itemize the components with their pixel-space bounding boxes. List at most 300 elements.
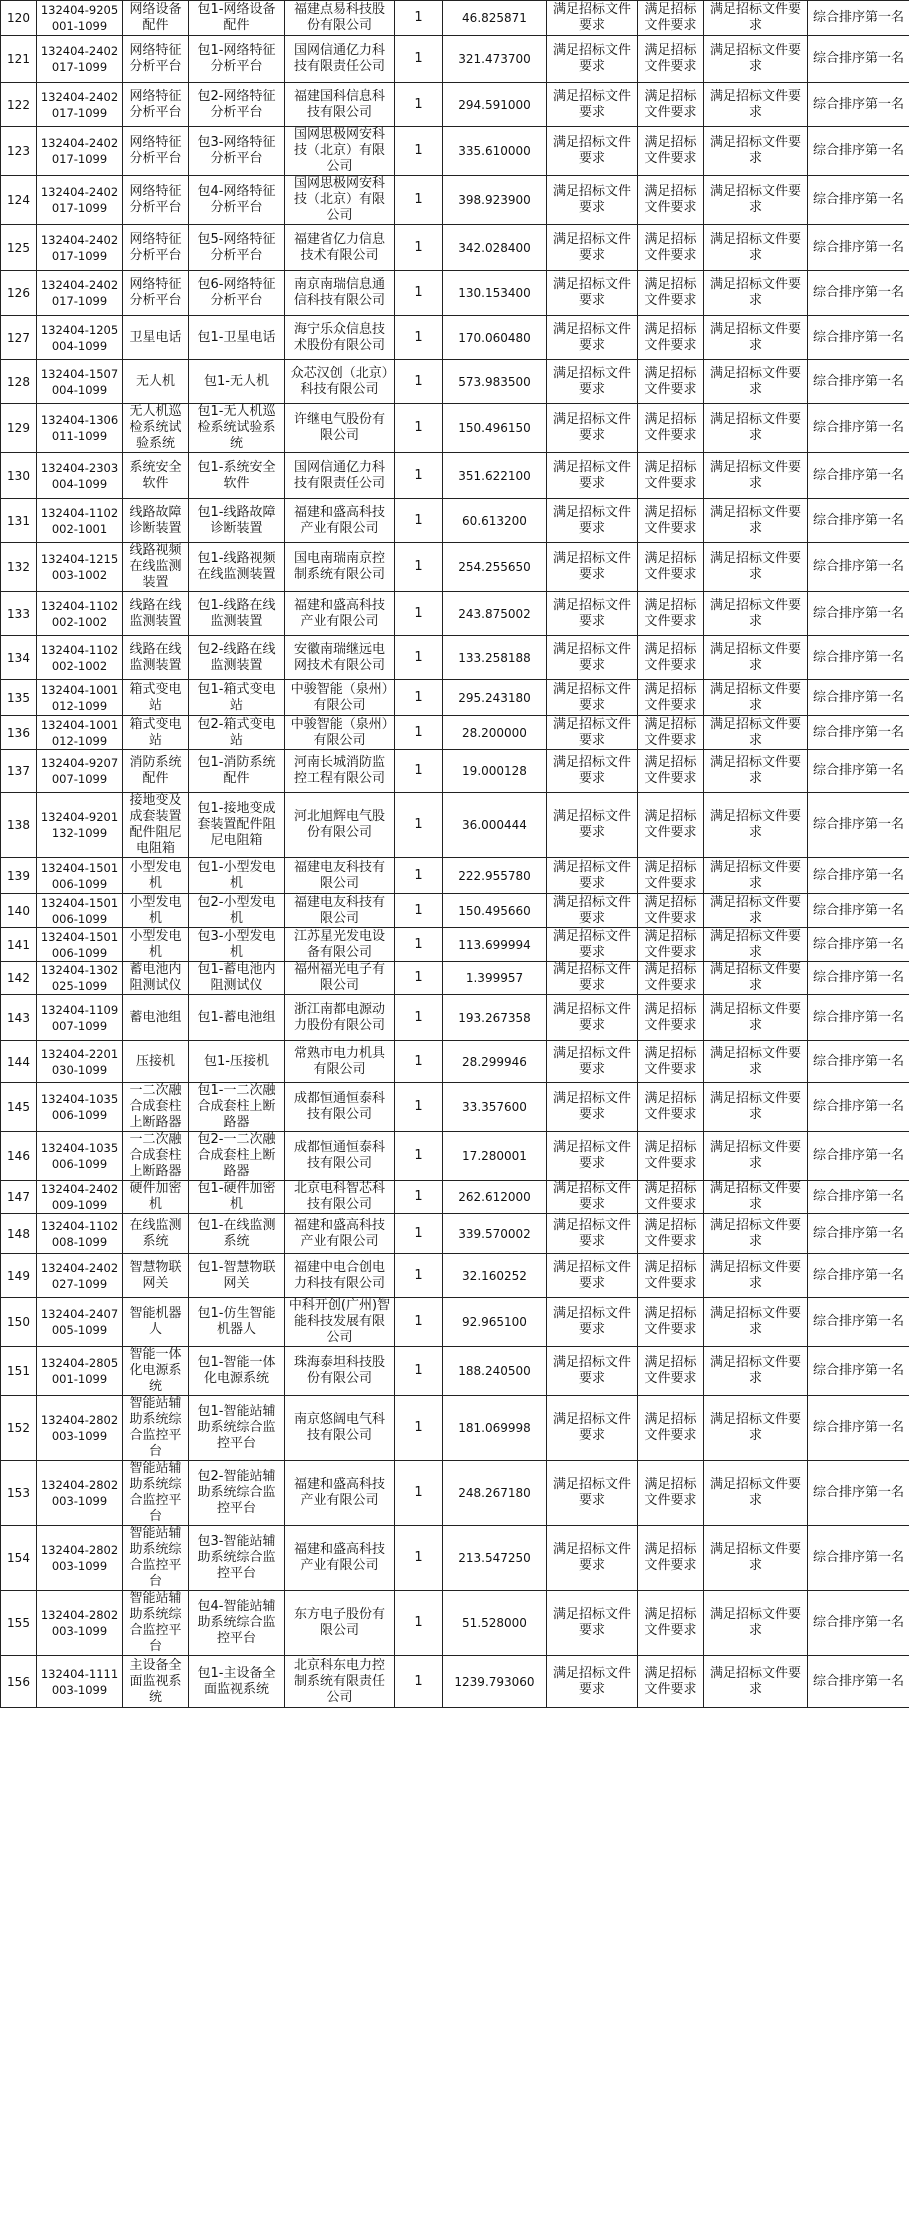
cell-item-code: 132404-1306011-1099 (37, 404, 123, 453)
cell-technical-review: 满足招标文件要求 (704, 750, 808, 793)
cell-technical-review: 满足招标文件要求 (704, 1132, 808, 1181)
cell-winning-bidder: 成都恒通恒泰科技有限公司 (285, 1132, 395, 1181)
cell-row-index: 127 (1, 316, 37, 360)
cell-qualification-review: 满足招标文件要求 (547, 1041, 638, 1083)
cell-package-name: 包4-网络特征分析平台 (189, 176, 285, 225)
cell-row-index: 149 (1, 1254, 37, 1298)
cell-technical-review: 满足招标文件要求 (704, 404, 808, 453)
cell-qualification-review: 满足招标文件要求 (547, 592, 638, 636)
cell-package-name: 包3-网络特征分析平台 (189, 127, 285, 176)
cell-quantity: 1 (395, 453, 443, 499)
cell-row-index: 129 (1, 404, 37, 453)
cell-technical-review: 满足招标文件要求 (704, 271, 808, 316)
cell-business-review: 满足招标文件要求 (638, 360, 704, 404)
cell-package-name: 包3-小型发电机 (189, 928, 285, 962)
cell-item-code: 132404-2802003-1099 (37, 1461, 123, 1526)
cell-package-name: 包1-线路视频在线监测装置 (189, 543, 285, 592)
cell-package-name: 包3-智能站辅助系统综合监控平台 (189, 1526, 285, 1591)
table-row (1, 127, 909, 176)
cell-quantity: 1 (395, 1132, 443, 1181)
cell-technical-review: 满足招标文件要求 (704, 225, 808, 271)
cell-ranking-result: 综合排序第一名 (808, 793, 909, 858)
cell-technical-review: 满足招标文件要求 (704, 1526, 808, 1591)
cell-business-review: 满足招标文件要求 (638, 1, 704, 36)
cell-bid-amount: 339.570002 (443, 1214, 547, 1254)
cell-row-index: 142 (1, 962, 37, 995)
cell-material-name: 智能站辅助系统综合监控平台 (123, 1591, 189, 1656)
cell-business-review: 满足招标文件要求 (638, 1298, 704, 1347)
cell-bid-amount: 32.160252 (443, 1254, 547, 1298)
cell-bid-amount: 19.000128 (443, 750, 547, 793)
cell-package-name: 包1-无人机 (189, 360, 285, 404)
cell-winning-bidder: 福州福光电子有限公司 (285, 962, 395, 995)
cell-winning-bidder: 福建电友科技有限公司 (285, 858, 395, 894)
cell-bid-amount: 150.496150 (443, 404, 547, 453)
cell-row-index: 140 (1, 894, 37, 928)
cell-bid-amount: 60.613200 (443, 499, 547, 543)
cell-winning-bidder: 国网思极网安科技（北京）有限公司 (285, 176, 395, 225)
cell-qualification-review: 满足招标文件要求 (547, 716, 638, 750)
cell-ranking-result: 综合排序第一名 (808, 176, 909, 225)
cell-business-review: 满足招标文件要求 (638, 83, 704, 127)
cell-qualification-review: 满足招标文件要求 (547, 543, 638, 592)
cell-row-index: 144 (1, 1041, 37, 1083)
cell-quantity: 1 (395, 928, 443, 962)
cell-technical-review: 满足招标文件要求 (704, 83, 808, 127)
cell-item-code: 132404-2402009-1099 (37, 1181, 123, 1214)
cell-bid-amount: 28.200000 (443, 716, 547, 750)
cell-material-name: 智能站辅助系统综合监控平台 (123, 1461, 189, 1526)
cell-technical-review: 满足招标文件要求 (704, 1041, 808, 1083)
cell-row-index: 136 (1, 716, 37, 750)
table-row (1, 592, 909, 636)
cell-bid-amount: 398.923900 (443, 176, 547, 225)
cell-technical-review: 满足招标文件要求 (704, 680, 808, 716)
cell-qualification-review: 满足招标文件要求 (547, 1347, 638, 1396)
cell-package-name: 包1-线路故障诊断装置 (189, 499, 285, 543)
cell-ranking-result: 综合排序第一名 (808, 1656, 909, 1708)
cell-winning-bidder: 河北旭辉电气股份有限公司 (285, 793, 395, 858)
cell-quantity: 1 (395, 1181, 443, 1214)
cell-material-name: 硬件加密机 (123, 1181, 189, 1214)
cell-qualification-review: 满足招标文件要求 (547, 928, 638, 962)
table-row (1, 680, 909, 716)
cell-quantity: 1 (395, 499, 443, 543)
cell-qualification-review: 满足招标文件要求 (547, 225, 638, 271)
cell-ranking-result: 综合排序第一名 (808, 225, 909, 271)
cell-ranking-result: 综合排序第一名 (808, 453, 909, 499)
cell-qualification-review: 满足招标文件要求 (547, 1214, 638, 1254)
cell-qualification-review: 满足招标文件要求 (547, 316, 638, 360)
cell-ranking-result: 综合排序第一名 (808, 1254, 909, 1298)
cell-qualification-review: 满足招标文件要求 (547, 750, 638, 793)
cell-technical-review: 满足招标文件要求 (704, 453, 808, 499)
table-row (1, 36, 909, 83)
cell-bid-amount: 113.699994 (443, 928, 547, 962)
cell-business-review: 满足招标文件要求 (638, 225, 704, 271)
cell-bid-amount: 36.000444 (443, 793, 547, 858)
cell-row-index: 156 (1, 1656, 37, 1708)
cell-ranking-result: 综合排序第一名 (808, 858, 909, 894)
cell-winning-bidder: 福建和盛高科技产业有限公司 (285, 1214, 395, 1254)
cell-ranking-result: 综合排序第一名 (808, 1461, 909, 1526)
cell-item-code: 132404-2407005-1099 (37, 1298, 123, 1347)
cell-business-review: 满足招标文件要求 (638, 1254, 704, 1298)
cell-ranking-result: 综合排序第一名 (808, 1396, 909, 1461)
cell-material-name: 智慧物联网关 (123, 1254, 189, 1298)
cell-ranking-result: 综合排序第一名 (808, 316, 909, 360)
cell-quantity: 1 (395, 225, 443, 271)
cell-technical-review: 满足招标文件要求 (704, 716, 808, 750)
cell-business-review: 满足招标文件要求 (638, 894, 704, 928)
cell-winning-bidder: 安徽南瑞继远电网技术有限公司 (285, 636, 395, 680)
cell-winning-bidder: 福建国科信息科技有限公司 (285, 83, 395, 127)
cell-bid-amount: 321.473700 (443, 36, 547, 83)
cell-winning-bidder: 北京电科智芯科技有限公司 (285, 1181, 395, 1214)
cell-package-name: 包1-一二次融合成套柱上断路器 (189, 1083, 285, 1132)
cell-quantity: 1 (395, 1, 443, 36)
cell-winning-bidder: 福建中电合创电力科技有限公司 (285, 1254, 395, 1298)
cell-ranking-result: 综合排序第一名 (808, 1591, 909, 1656)
cell-qualification-review: 满足招标文件要求 (547, 1526, 638, 1591)
cell-winning-bidder: 福建点易科技股份有限公司 (285, 1, 395, 36)
cell-item-code: 132404-2402017-1099 (37, 83, 123, 127)
cell-quantity: 1 (395, 1461, 443, 1526)
cell-item-code: 132404-2402017-1099 (37, 225, 123, 271)
cell-bid-amount: 295.243180 (443, 680, 547, 716)
cell-technical-review: 满足招标文件要求 (704, 176, 808, 225)
cell-technical-review: 满足招标文件要求 (704, 1298, 808, 1347)
cell-material-name: 一二次融合成套柱上断路器 (123, 1083, 189, 1132)
cell-winning-bidder: 成都恒通恒泰科技有限公司 (285, 1083, 395, 1132)
cell-ranking-result: 综合排序第一名 (808, 83, 909, 127)
cell-item-code: 132404-2802003-1099 (37, 1526, 123, 1591)
cell-winning-bidder: 国网思极网安科技（北京）有限公司 (285, 127, 395, 176)
cell-material-name: 智能机器人 (123, 1298, 189, 1347)
cell-ranking-result: 综合排序第一名 (808, 680, 909, 716)
cell-bid-amount: 193.267358 (443, 995, 547, 1041)
cell-material-name: 线路在线监测装置 (123, 592, 189, 636)
cell-material-name: 主设备全面监视系统 (123, 1656, 189, 1708)
cell-business-review: 满足招标文件要求 (638, 499, 704, 543)
cell-item-code: 132404-1102008-1099 (37, 1214, 123, 1254)
cell-qualification-review: 满足招标文件要求 (547, 271, 638, 316)
cell-quantity: 1 (395, 127, 443, 176)
cell-package-name: 包6-网络特征分析平台 (189, 271, 285, 316)
table-row (1, 83, 909, 127)
cell-winning-bidder: 福建电友科技有限公司 (285, 894, 395, 928)
cell-package-name: 包1-硬件加密机 (189, 1181, 285, 1214)
cell-package-name: 包1-卫星电话 (189, 316, 285, 360)
cell-qualification-review: 满足招标文件要求 (547, 1254, 638, 1298)
cell-package-name: 包1-智能一体化电源系统 (189, 1347, 285, 1396)
table-row (1, 453, 909, 499)
cell-item-code: 132404-1001012-1099 (37, 680, 123, 716)
cell-business-review: 满足招标文件要求 (638, 750, 704, 793)
cell-package-name: 包1-主设备全面监视系统 (189, 1656, 285, 1708)
cell-quantity: 1 (395, 316, 443, 360)
table-row (1, 543, 909, 592)
cell-business-review: 满足招标文件要求 (638, 176, 704, 225)
cell-winning-bidder: 东方电子股份有限公司 (285, 1591, 395, 1656)
cell-winning-bidder: 北京科东电力控制系统有限责任公司 (285, 1656, 395, 1708)
cell-qualification-review: 满足招标文件要求 (547, 680, 638, 716)
cell-winning-bidder: 中骏智能（泉州）有限公司 (285, 716, 395, 750)
cell-row-index: 134 (1, 636, 37, 680)
cell-row-index: 154 (1, 1526, 37, 1591)
table-row (1, 1254, 909, 1298)
cell-quantity: 1 (395, 1214, 443, 1254)
cell-technical-review: 满足招标文件要求 (704, 592, 808, 636)
cell-qualification-review: 满足招标文件要求 (547, 83, 638, 127)
cell-bid-amount: 150.495660 (443, 894, 547, 928)
cell-technical-review: 满足招标文件要求 (704, 1181, 808, 1214)
cell-package-name: 包1-消防系统配件 (189, 750, 285, 793)
cell-package-name: 包2-一二次融合成套柱上断路器 (189, 1132, 285, 1181)
cell-bid-amount: 28.299946 (443, 1041, 547, 1083)
cell-business-review: 满足招标文件要求 (638, 928, 704, 962)
cell-quantity: 1 (395, 680, 443, 716)
cell-bid-amount: 254.255650 (443, 543, 547, 592)
cell-winning-bidder: 南京悠阔电气科技有限公司 (285, 1396, 395, 1461)
cell-winning-bidder: 国电南瑞南京控制系统有限公司 (285, 543, 395, 592)
cell-technical-review: 满足招标文件要求 (704, 1254, 808, 1298)
cell-quantity: 1 (395, 793, 443, 858)
cell-winning-bidder: 福建和盛高科技产业有限公司 (285, 499, 395, 543)
cell-row-index: 121 (1, 36, 37, 83)
cell-quantity: 1 (395, 636, 443, 680)
cell-qualification-review: 满足招标文件要求 (547, 858, 638, 894)
cell-material-name: 在线监测系统 (123, 1214, 189, 1254)
cell-winning-bidder: 南京南瑞信息通信科技有限公司 (285, 271, 395, 316)
cell-ranking-result: 综合排序第一名 (808, 1, 909, 36)
table-row (1, 271, 909, 316)
table-row (1, 1526, 909, 1591)
cell-quantity: 1 (395, 995, 443, 1041)
cell-qualification-review: 满足招标文件要求 (547, 453, 638, 499)
cell-business-review: 满足招标文件要求 (638, 1656, 704, 1708)
cell-quantity: 1 (395, 962, 443, 995)
cell-ranking-result: 综合排序第一名 (808, 36, 909, 83)
cell-package-name: 包5-网络特征分析平台 (189, 225, 285, 271)
cell-item-code: 132404-1501006-1099 (37, 858, 123, 894)
cell-quantity: 1 (395, 1526, 443, 1591)
cell-qualification-review: 满足招标文件要求 (547, 360, 638, 404)
cell-row-index: 151 (1, 1347, 37, 1396)
cell-business-review: 满足招标文件要求 (638, 1591, 704, 1656)
cell-qualification-review: 满足招标文件要求 (547, 127, 638, 176)
cell-row-index: 143 (1, 995, 37, 1041)
cell-material-name: 蓄电池组 (123, 995, 189, 1041)
cell-quantity: 1 (395, 271, 443, 316)
cell-bid-amount: 1.399957 (443, 962, 547, 995)
cell-quantity: 1 (395, 83, 443, 127)
cell-package-name: 包1-仿生智能机器人 (189, 1298, 285, 1347)
cell-package-name: 包2-小型发电机 (189, 894, 285, 928)
cell-winning-bidder: 福建和盛高科技产业有限公司 (285, 1526, 395, 1591)
cell-material-name: 压接机 (123, 1041, 189, 1083)
table-row (1, 1591, 909, 1656)
table-row (1, 225, 909, 271)
cell-qualification-review: 满足招标文件要求 (547, 1, 638, 36)
cell-quantity: 1 (395, 716, 443, 750)
cell-package-name: 包2-线路在线监测装置 (189, 636, 285, 680)
cell-material-name: 卫星电话 (123, 316, 189, 360)
cell-qualification-review: 满足招标文件要求 (547, 1396, 638, 1461)
cell-ranking-result: 综合排序第一名 (808, 636, 909, 680)
table-row (1, 1083, 909, 1132)
cell-ranking-result: 综合排序第一名 (808, 360, 909, 404)
cell-quantity: 1 (395, 858, 443, 894)
cell-business-review: 满足招标文件要求 (638, 1132, 704, 1181)
cell-package-name: 包1-在线监测系统 (189, 1214, 285, 1254)
cell-ranking-result: 综合排序第一名 (808, 1298, 909, 1347)
cell-item-code: 132404-9201132-1099 (37, 793, 123, 858)
cell-row-index: 130 (1, 453, 37, 499)
cell-ranking-result: 综合排序第一名 (808, 1181, 909, 1214)
cell-item-code: 132404-2402017-1099 (37, 176, 123, 225)
cell-qualification-review: 满足招标文件要求 (547, 36, 638, 83)
cell-qualification-review: 满足招标文件要求 (547, 499, 638, 543)
cell-business-review: 满足招标文件要求 (638, 680, 704, 716)
cell-material-name: 小型发电机 (123, 928, 189, 962)
table-row (1, 636, 909, 680)
cell-bid-amount: 335.610000 (443, 127, 547, 176)
cell-business-review: 满足招标文件要求 (638, 962, 704, 995)
cell-qualification-review: 满足招标文件要求 (547, 1181, 638, 1214)
cell-winning-bidder: 国网信通亿力科技有限责任公司 (285, 453, 395, 499)
cell-row-index: 138 (1, 793, 37, 858)
cell-quantity: 1 (395, 36, 443, 83)
table-row (1, 1656, 909, 1708)
table-row (1, 750, 909, 793)
cell-technical-review: 满足招标文件要求 (704, 1347, 808, 1396)
cell-material-name: 箱式变电站 (123, 716, 189, 750)
cell-business-review: 满足招标文件要求 (638, 36, 704, 83)
cell-technical-review: 满足招标文件要求 (704, 894, 808, 928)
cell-ranking-result: 综合排序第一名 (808, 1132, 909, 1181)
cell-bid-amount: 248.267180 (443, 1461, 547, 1526)
table-row (1, 404, 909, 453)
cell-row-index: 139 (1, 858, 37, 894)
cell-winning-bidder: 常熟市电力机具有限公司 (285, 1041, 395, 1083)
cell-winning-bidder: 国网信通亿力科技有限责任公司 (285, 36, 395, 83)
cell-business-review: 满足招标文件要求 (638, 1461, 704, 1526)
cell-item-code: 132404-1102002-1001 (37, 499, 123, 543)
cell-row-index: 152 (1, 1396, 37, 1461)
table-row (1, 1041, 909, 1083)
table-row (1, 894, 909, 928)
cell-quantity: 1 (395, 1347, 443, 1396)
cell-quantity: 1 (395, 592, 443, 636)
table-row (1, 1, 909, 36)
table-row (1, 176, 909, 225)
table-row (1, 1132, 909, 1181)
cell-package-name: 包1-蓄电池组 (189, 995, 285, 1041)
cell-quantity: 1 (395, 176, 443, 225)
cell-item-code: 132404-1302025-1099 (37, 962, 123, 995)
cell-material-name: 网络特征分析平台 (123, 83, 189, 127)
table-body (1, 1, 909, 1708)
cell-business-review: 满足招标文件要求 (638, 543, 704, 592)
cell-bid-amount: 170.060480 (443, 316, 547, 360)
cell-technical-review: 满足招标文件要求 (704, 36, 808, 83)
cell-ranking-result: 综合排序第一名 (808, 750, 909, 793)
cell-package-name: 包1-系统安全软件 (189, 453, 285, 499)
cell-row-index: 125 (1, 225, 37, 271)
cell-quantity: 1 (395, 543, 443, 592)
cell-package-name: 包1-智能站辅助系统综合监控平台 (189, 1396, 285, 1461)
cell-package-name: 包1-蓄电池内阻测试仪 (189, 962, 285, 995)
cell-bid-amount: 51.528000 (443, 1591, 547, 1656)
cell-quantity: 1 (395, 1254, 443, 1298)
cell-business-review: 满足招标文件要求 (638, 636, 704, 680)
cell-ranking-result: 综合排序第一名 (808, 962, 909, 995)
cell-row-index: 122 (1, 83, 37, 127)
cell-ranking-result: 综合排序第一名 (808, 271, 909, 316)
cell-row-index: 150 (1, 1298, 37, 1347)
cell-package-name: 包1-小型发电机 (189, 858, 285, 894)
cell-quantity: 1 (395, 894, 443, 928)
cell-quantity: 1 (395, 1083, 443, 1132)
cell-material-name: 网络特征分析平台 (123, 176, 189, 225)
table-row (1, 316, 909, 360)
cell-material-name: 网络特征分析平台 (123, 271, 189, 316)
cell-winning-bidder: 福建和盛高科技产业有限公司 (285, 1461, 395, 1526)
table-row (1, 1298, 909, 1347)
cell-qualification-review: 满足招标文件要求 (547, 176, 638, 225)
cell-quantity: 1 (395, 404, 443, 453)
cell-package-name: 包1-箱式变电站 (189, 680, 285, 716)
cell-ranking-result: 综合排序第一名 (808, 1347, 909, 1396)
cell-material-name: 网络特征分析平台 (123, 127, 189, 176)
cell-material-name: 网络特征分析平台 (123, 225, 189, 271)
cell-winning-bidder: 福建省亿力信息技术有限公司 (285, 225, 395, 271)
cell-ranking-result: 综合排序第一名 (808, 894, 909, 928)
cell-business-review: 满足招标文件要求 (638, 1526, 704, 1591)
cell-package-name: 包1-网络设备配件 (189, 1, 285, 36)
table-row (1, 1214, 909, 1254)
cell-item-code: 132404-2402017-1099 (37, 271, 123, 316)
cell-material-name: 消防系统配件 (123, 750, 189, 793)
cell-technical-review: 满足招标文件要求 (704, 636, 808, 680)
cell-qualification-review: 满足招标文件要求 (547, 793, 638, 858)
cell-winning-bidder: 海宁乐众信息技术股份有限公司 (285, 316, 395, 360)
cell-bid-amount: 351.622100 (443, 453, 547, 499)
cell-business-review: 满足招标文件要求 (638, 453, 704, 499)
cell-ranking-result: 综合排序第一名 (808, 995, 909, 1041)
cell-technical-review: 满足招标文件要求 (704, 360, 808, 404)
cell-bid-amount: 46.825871 (443, 1, 547, 36)
cell-ranking-result: 综合排序第一名 (808, 1083, 909, 1132)
cell-qualification-review: 满足招标文件要求 (547, 1591, 638, 1656)
cell-item-code: 132404-9205001-1099 (37, 1, 123, 36)
table-row (1, 962, 909, 995)
cell-winning-bidder: 许继电气股份有限公司 (285, 404, 395, 453)
cell-ranking-result: 综合排序第一名 (808, 499, 909, 543)
cell-row-index: 141 (1, 928, 37, 962)
cell-business-review: 满足招标文件要求 (638, 127, 704, 176)
cell-material-name: 无人机巡检系统试验系统 (123, 404, 189, 453)
cell-winning-bidder: 浙江南都电源动力股份有限公司 (285, 995, 395, 1041)
cell-business-review: 满足招标文件要求 (638, 1347, 704, 1396)
cell-quantity: 1 (395, 1396, 443, 1461)
cell-technical-review: 满足招标文件要求 (704, 316, 808, 360)
cell-business-review: 满足招标文件要求 (638, 1041, 704, 1083)
cell-material-name: 小型发电机 (123, 894, 189, 928)
cell-quantity: 1 (395, 1656, 443, 1708)
cell-ranking-result: 综合排序第一名 (808, 1041, 909, 1083)
